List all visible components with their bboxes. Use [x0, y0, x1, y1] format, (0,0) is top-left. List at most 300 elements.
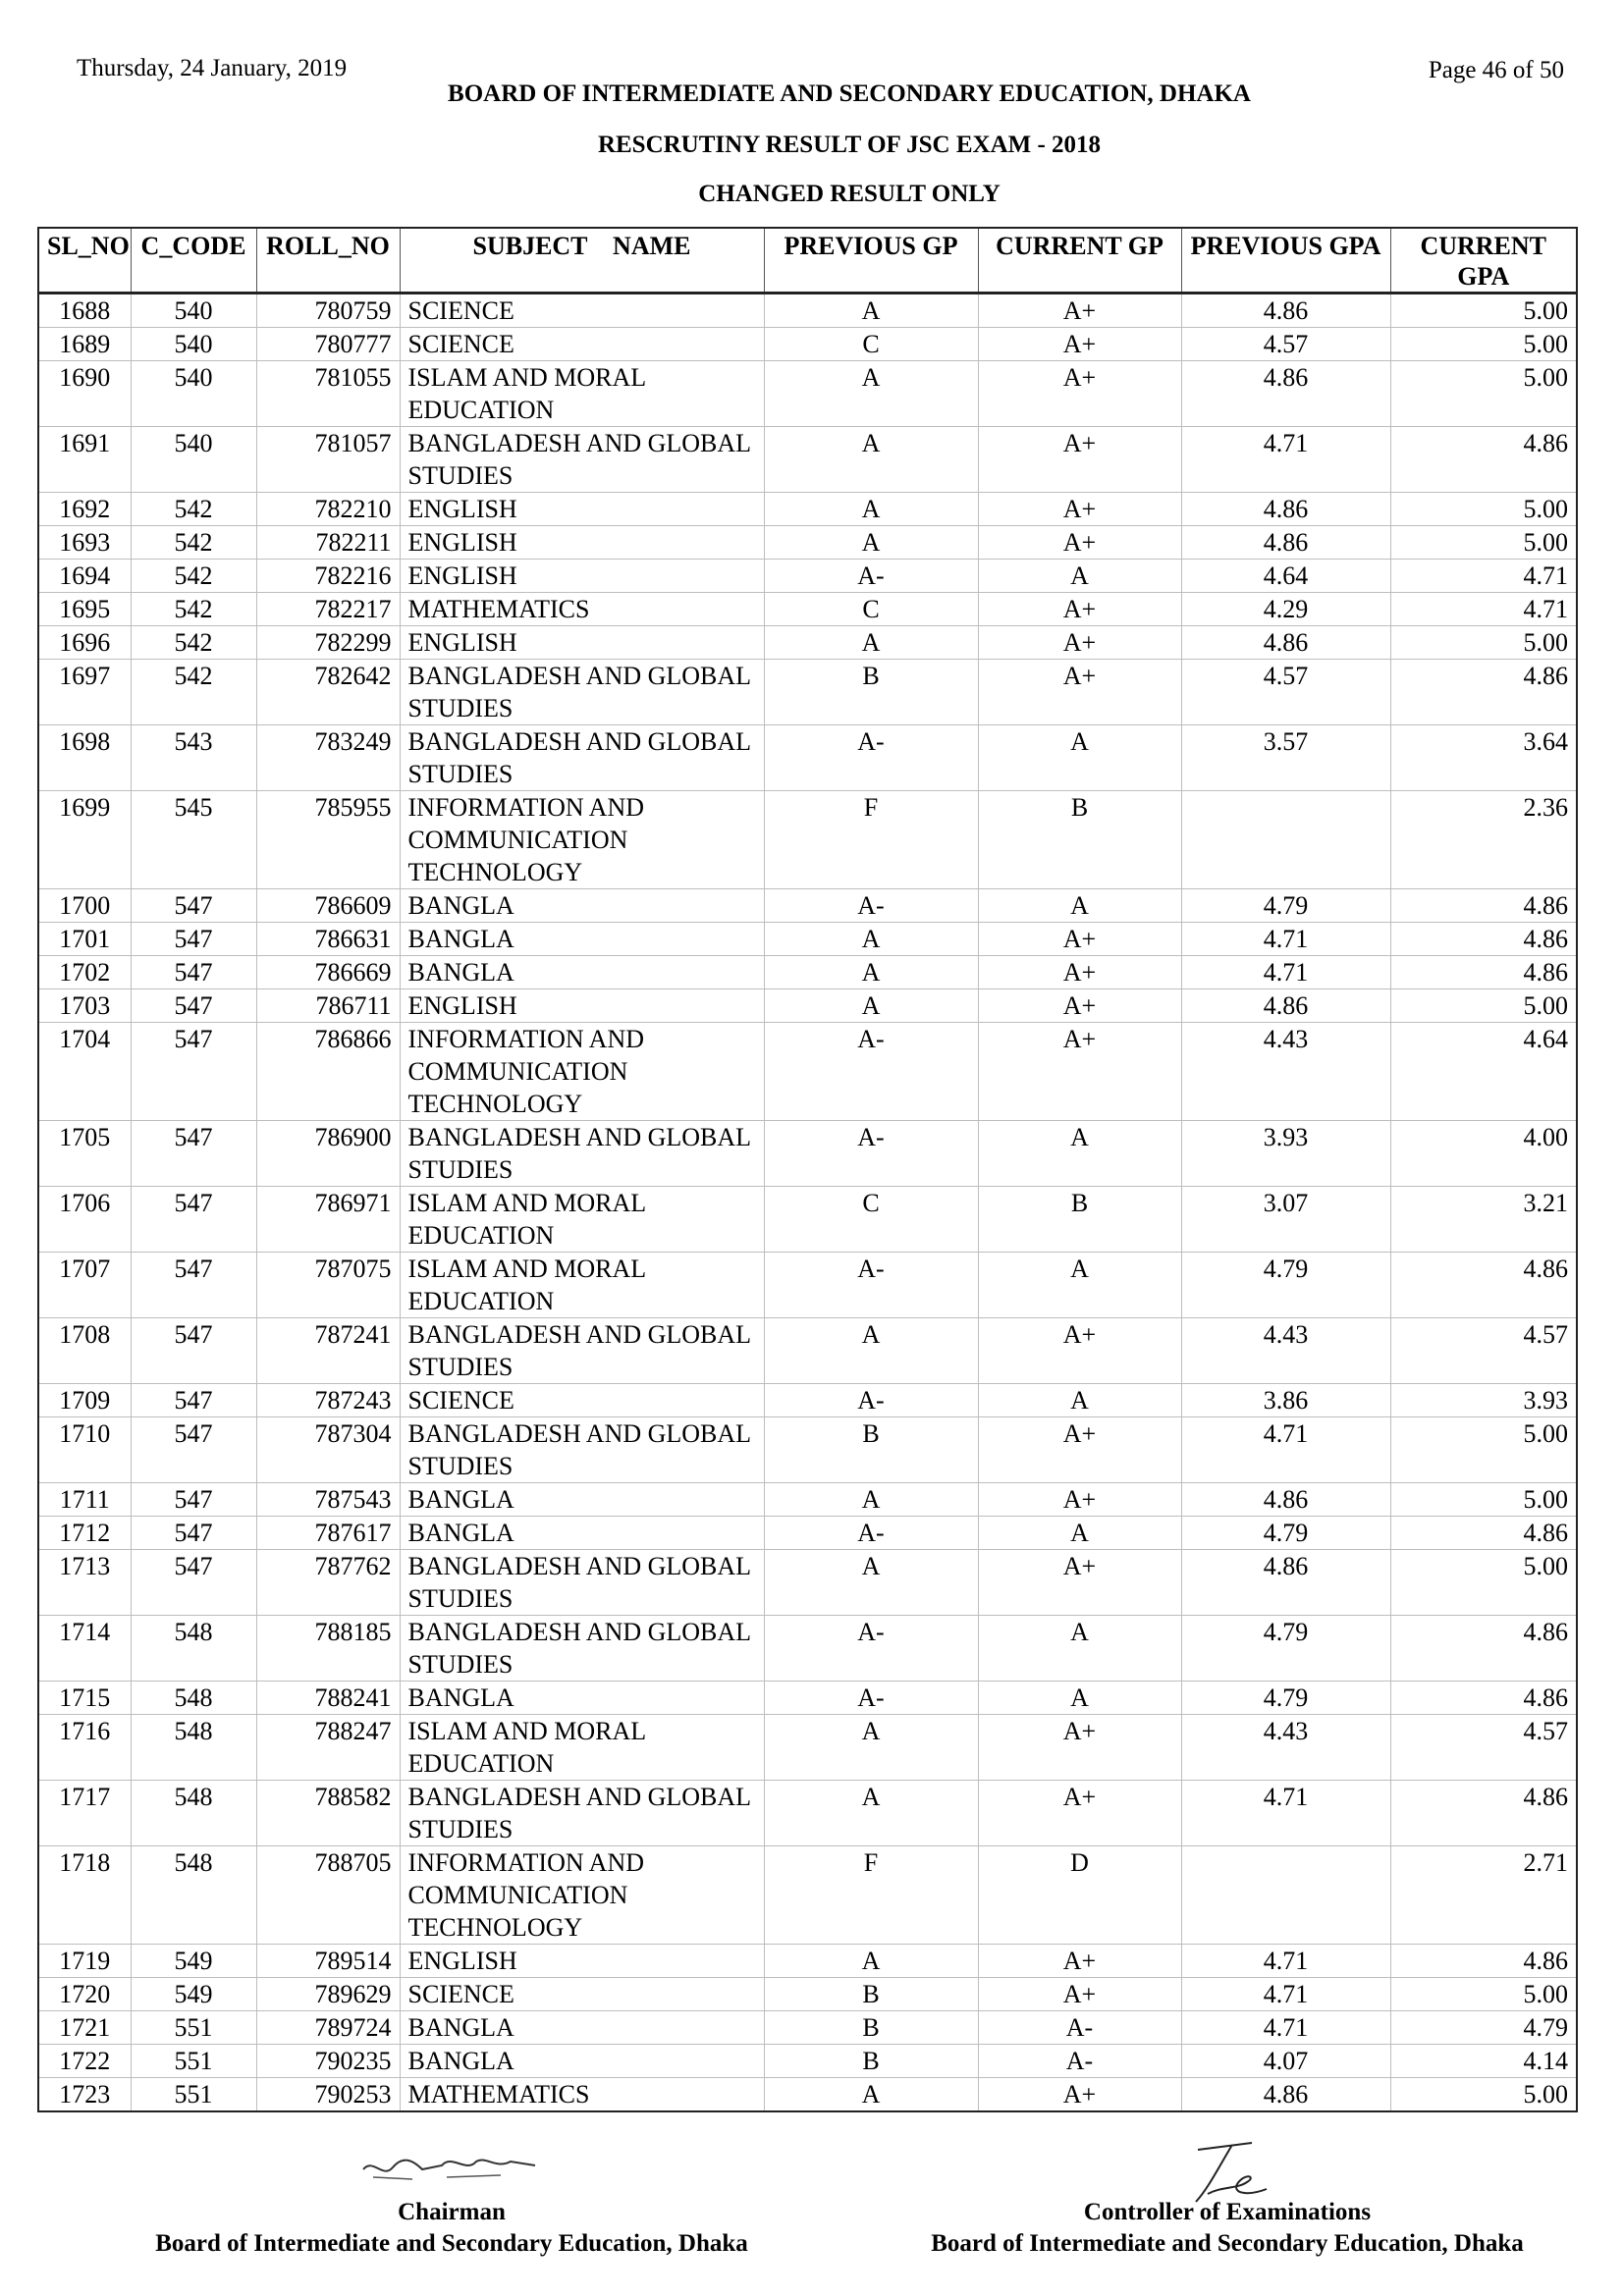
table-row	[38, 1550, 1577, 1616]
cell-current-gpa: 3.21	[1390, 1187, 1577, 1253]
cell-previous-gp: A-	[764, 725, 978, 791]
cell-current-gp: A-	[978, 2011, 1181, 2045]
cell-c-code: 551	[131, 2045, 256, 2078]
table-row	[38, 328, 1577, 361]
cell-c-code: 548	[131, 1715, 256, 1781]
cell-roll-no: 782299	[256, 626, 400, 660]
cell-current-gp: A+	[978, 328, 1181, 361]
cell-previous-gpa: 4.79	[1181, 1517, 1390, 1550]
cell-current-gpa: 4.00	[1390, 1121, 1577, 1187]
cell-current-gp: B	[978, 1187, 1181, 1253]
cell-current-gp: A+	[978, 294, 1181, 328]
cell-current-gp: A+	[978, 626, 1181, 660]
table-row	[38, 660, 1577, 725]
cell-previous-gpa: 4.57	[1181, 328, 1390, 361]
cell-current-gpa: 4.86	[1390, 923, 1577, 956]
cell-previous-gpa: 4.79	[1181, 1682, 1390, 1715]
cell-previous-gpa: 4.71	[1181, 923, 1390, 956]
table-row	[38, 1846, 1577, 1945]
table-row	[38, 1945, 1577, 1978]
cell-current-gpa: 5.00	[1390, 989, 1577, 1023]
cell-previous-gp: C	[764, 593, 978, 626]
table-row	[38, 1483, 1577, 1517]
cell-previous-gp: A	[764, 989, 978, 1023]
chairman-title: Chairman	[398, 2199, 506, 2225]
cell-subject-name: ENGLISH	[400, 493, 764, 526]
cell-current-gp: A+	[978, 1781, 1181, 1846]
table-row	[38, 1715, 1577, 1781]
cell-sl-no: 1689	[38, 328, 131, 361]
cell-previous-gpa: 4.29	[1181, 593, 1390, 626]
cell-previous-gp: B	[764, 1417, 978, 1483]
cell-subject-name: ISLAM AND MORAL EDUCATION	[400, 361, 764, 427]
cell-sl-no: 1704	[38, 1023, 131, 1121]
cell-current-gp: A+	[978, 989, 1181, 1023]
cell-current-gpa: 4.86	[1390, 1517, 1577, 1550]
cell-subject-name: BANGLA	[400, 923, 764, 956]
table-row	[38, 1318, 1577, 1384]
cell-current-gpa: 4.86	[1390, 1616, 1577, 1682]
cell-c-code: 547	[131, 1253, 256, 1318]
cell-subject-name: BANGLA	[400, 889, 764, 923]
cell-previous-gp: A	[764, 1715, 978, 1781]
cell-previous-gpa: 4.43	[1181, 1318, 1390, 1384]
cell-roll-no: 782217	[256, 593, 400, 626]
cell-subject-name: SCIENCE	[400, 1384, 764, 1417]
cell-current-gp: A+	[978, 1417, 1181, 1483]
cell-subject-name: SCIENCE	[400, 294, 764, 328]
cell-c-code: 547	[131, 1384, 256, 1417]
cell-current-gpa: 5.00	[1390, 526, 1577, 560]
cell-previous-gpa: 4.71	[1181, 427, 1390, 493]
cell-c-code: 548	[131, 1781, 256, 1846]
cell-sl-no: 1721	[38, 2011, 131, 2045]
controller-title: Controller of Examinations	[1083, 2199, 1372, 2225]
cell-c-code: 551	[131, 2078, 256, 2112]
cell-current-gpa: 2.36	[1390, 791, 1577, 889]
chairman-signature	[353, 2140, 550, 2194]
cell-roll-no: 787304	[256, 1417, 400, 1483]
cell-subject-name: BANGLADESH AND GLOBAL STUDIES	[400, 660, 764, 725]
cell-previous-gpa: 4.86	[1181, 294, 1390, 328]
cell-current-gpa: 5.00	[1390, 294, 1577, 328]
cell-c-code: 542	[131, 626, 256, 660]
cell-current-gpa: 4.79	[1390, 2011, 1577, 2045]
cell-sl-no: 1700	[38, 889, 131, 923]
cell-previous-gpa: 4.64	[1181, 560, 1390, 593]
table-row	[38, 2078, 1577, 2112]
chairman-org: Board of Intermediate and Secondary Education, Dhaka	[155, 2230, 748, 2257]
cell-roll-no: 787243	[256, 1384, 400, 1417]
cell-previous-gp: A	[764, 1483, 978, 1517]
col-header-previous-gpa: PREVIOUS GPA	[1181, 228, 1390, 294]
controller-signature	[1178, 2135, 1276, 2209]
cell-sl-no: 1694	[38, 560, 131, 593]
cell-c-code: 540	[131, 361, 256, 427]
cell-roll-no: 788705	[256, 1846, 400, 1945]
cell-previous-gp: A	[764, 427, 978, 493]
cell-previous-gpa: 4.43	[1181, 1023, 1390, 1121]
table-row	[38, 626, 1577, 660]
cell-subject-name: BANGLA	[400, 2011, 764, 2045]
table-row	[38, 2045, 1577, 2078]
table-row	[38, 427, 1577, 493]
cell-current-gp: A+	[978, 1318, 1181, 1384]
cell-c-code: 549	[131, 1978, 256, 2011]
cell-subject-name: ENGLISH	[400, 626, 764, 660]
cell-c-code: 540	[131, 328, 256, 361]
table-body	[38, 294, 1577, 2112]
board-title: BOARD OF INTERMEDIATE AND SECONDARY EDUCATION, DHAKA	[448, 80, 1251, 107]
cell-current-gpa: 4.57	[1390, 1318, 1577, 1384]
cell-previous-gp: A-	[764, 889, 978, 923]
cell-current-gpa: 5.00	[1390, 493, 1577, 526]
cell-sl-no: 1691	[38, 427, 131, 493]
cell-previous-gp: A	[764, 923, 978, 956]
cell-subject-name: BANGLADESH AND GLOBAL STUDIES	[400, 1781, 764, 1846]
cell-c-code: 548	[131, 1846, 256, 1945]
cell-c-code: 548	[131, 1616, 256, 1682]
cell-subject-name: ISLAM AND MORAL EDUCATION	[400, 1253, 764, 1318]
cell-current-gpa: 4.14	[1390, 2045, 1577, 2078]
cell-current-gp: A	[978, 1384, 1181, 1417]
cell-current-gpa: 4.86	[1390, 427, 1577, 493]
cell-current-gpa: 4.71	[1390, 560, 1577, 593]
cell-sl-no: 1719	[38, 1945, 131, 1978]
results-table	[37, 227, 1578, 2112]
cell-previous-gp: A	[764, 526, 978, 560]
cell-sl-no: 1701	[38, 923, 131, 956]
cell-roll-no: 786971	[256, 1187, 400, 1253]
cell-subject-name: ISLAM AND MORAL EDUCATION	[400, 1187, 764, 1253]
table-row	[38, 791, 1577, 889]
cell-roll-no: 782642	[256, 660, 400, 725]
cell-roll-no: 782211	[256, 526, 400, 560]
table-row	[38, 956, 1577, 989]
cell-current-gp: A	[978, 1517, 1181, 1550]
cell-subject-name: MATHEMATICS	[400, 2078, 764, 2112]
cell-previous-gp: F	[764, 791, 978, 889]
cell-current-gpa: 4.86	[1390, 660, 1577, 725]
table-row	[38, 526, 1577, 560]
cell-subject-name: BANGLADESH AND GLOBAL STUDIES	[400, 1318, 764, 1384]
cell-roll-no: 788582	[256, 1781, 400, 1846]
cell-current-gp: A-	[978, 2045, 1181, 2078]
cell-subject-name: BANGLA	[400, 956, 764, 989]
cell-roll-no: 786866	[256, 1023, 400, 1121]
cell-roll-no: 789629	[256, 1978, 400, 2011]
cell-previous-gpa: 4.79	[1181, 889, 1390, 923]
cell-current-gpa: 4.86	[1390, 1945, 1577, 1978]
cell-previous-gp: A-	[764, 1121, 978, 1187]
cell-current-gp: A	[978, 889, 1181, 923]
table-row	[38, 1616, 1577, 1682]
cell-subject-name: BANGLADESH AND GLOBAL STUDIES	[400, 1417, 764, 1483]
cell-previous-gpa: 4.86	[1181, 2078, 1390, 2112]
cell-previous-gp: A	[764, 1945, 978, 1978]
cell-c-code: 543	[131, 725, 256, 791]
cell-previous-gpa: 4.71	[1181, 1417, 1390, 1483]
cell-previous-gp: B	[764, 2045, 978, 2078]
cell-c-code: 547	[131, 889, 256, 923]
cell-previous-gp: A-	[764, 1023, 978, 1121]
cell-subject-name: BANGLADESH AND GLOBAL STUDIES	[400, 1616, 764, 1682]
cell-roll-no: 787617	[256, 1517, 400, 1550]
cell-previous-gp: A-	[764, 1682, 978, 1715]
cell-current-gp: A+	[978, 1945, 1181, 1978]
controller-org: Board of Intermediate and Secondary Education, Dhaka	[931, 2230, 1524, 2257]
cell-current-gpa: 4.57	[1390, 1715, 1577, 1781]
cell-previous-gp: A-	[764, 1384, 978, 1417]
table-row	[38, 1682, 1577, 1715]
cell-sl-no: 1690	[38, 361, 131, 427]
cell-c-code: 547	[131, 923, 256, 956]
cell-previous-gp: C	[764, 328, 978, 361]
cell-previous-gpa: 4.71	[1181, 2011, 1390, 2045]
cell-current-gp: A+	[978, 1023, 1181, 1121]
cell-subject-name: INFORMATION AND COMMUNICATION TECHNOLOGY	[400, 791, 764, 889]
col-header-c-code: C_CODE	[131, 228, 256, 294]
col-header-sl-no: SL_NO	[38, 228, 131, 294]
cell-current-gpa: 5.00	[1390, 361, 1577, 427]
cell-c-code: 547	[131, 1318, 256, 1384]
cell-previous-gp: A	[764, 2078, 978, 2112]
cell-roll-no: 788185	[256, 1616, 400, 1682]
cell-sl-no: 1705	[38, 1121, 131, 1187]
cell-previous-gp: B	[764, 2011, 978, 2045]
cell-c-code: 549	[131, 1945, 256, 1978]
cell-current-gp: A	[978, 1253, 1181, 1318]
table-row	[38, 923, 1577, 956]
cell-c-code: 547	[131, 1023, 256, 1121]
result-subtitle: CHANGED RESULT ONLY	[698, 181, 1001, 207]
cell-subject-name: BANGLADESH AND GLOBAL STUDIES	[400, 427, 764, 493]
cell-c-code: 542	[131, 560, 256, 593]
cell-current-gpa: 4.86	[1390, 889, 1577, 923]
col-header-current-gpa: CURRENT GPA	[1390, 228, 1577, 294]
cell-roll-no: 787241	[256, 1318, 400, 1384]
col-header-roll-no: ROLL_NO	[256, 228, 400, 294]
cell-subject-name: INFORMATION AND COMMUNICATION TECHNOLOGY	[400, 1023, 764, 1121]
cell-subject-name: BANGLADESH AND GLOBAL STUDIES	[400, 1121, 764, 1187]
cell-subject-name: ENGLISH	[400, 560, 764, 593]
cell-current-gp: A+	[978, 526, 1181, 560]
cell-sl-no: 1698	[38, 725, 131, 791]
cell-sl-no: 1713	[38, 1550, 131, 1616]
cell-c-code: 547	[131, 1517, 256, 1550]
cell-previous-gp: A	[764, 1781, 978, 1846]
cell-sl-no: 1711	[38, 1483, 131, 1517]
cell-previous-gp: B	[764, 1978, 978, 2011]
table-row	[38, 2011, 1577, 2045]
cell-subject-name: SCIENCE	[400, 1978, 764, 2011]
cell-previous-gp: A-	[764, 1517, 978, 1550]
cell-c-code: 540	[131, 294, 256, 328]
cell-c-code: 545	[131, 791, 256, 889]
cell-roll-no: 781057	[256, 427, 400, 493]
cell-current-gp: A+	[978, 1978, 1181, 2011]
cell-previous-gpa: 3.57	[1181, 725, 1390, 791]
cell-sl-no: 1695	[38, 593, 131, 626]
cell-sl-no: 1715	[38, 1682, 131, 1715]
cell-current-gp: A	[978, 560, 1181, 593]
cell-sl-no: 1716	[38, 1715, 131, 1781]
cell-sl-no: 1708	[38, 1318, 131, 1384]
table-row	[38, 725, 1577, 791]
cell-roll-no: 788247	[256, 1715, 400, 1781]
cell-previous-gpa: 4.86	[1181, 1550, 1390, 1616]
cell-subject-name: ENGLISH	[400, 1945, 764, 1978]
cell-previous-gpa: 4.86	[1181, 361, 1390, 427]
cell-previous-gpa: 4.71	[1181, 1781, 1390, 1846]
cell-current-gpa: 5.00	[1390, 626, 1577, 660]
cell-current-gp: B	[978, 791, 1181, 889]
cell-sl-no: 1688	[38, 294, 131, 328]
cell-previous-gp: A	[764, 1550, 978, 1616]
cell-c-code: 547	[131, 1483, 256, 1517]
table-row	[38, 361, 1577, 427]
cell-subject-name: ENGLISH	[400, 526, 764, 560]
cell-current-gp: A+	[978, 1550, 1181, 1616]
cell-roll-no: 781055	[256, 361, 400, 427]
cell-subject-name: BANGLA	[400, 2045, 764, 2078]
cell-current-gp: A	[978, 1682, 1181, 1715]
cell-roll-no: 786609	[256, 889, 400, 923]
cell-current-gpa: 5.00	[1390, 328, 1577, 361]
cell-current-gp: A+	[978, 660, 1181, 725]
cell-current-gpa: 5.00	[1390, 1978, 1577, 2011]
cell-previous-gp: A	[764, 493, 978, 526]
cell-previous-gpa	[1181, 791, 1390, 889]
cell-sl-no: 1697	[38, 660, 131, 725]
cell-current-gpa: 3.93	[1390, 1384, 1577, 1417]
cell-previous-gpa: 4.71	[1181, 956, 1390, 989]
cell-c-code: 547	[131, 1121, 256, 1187]
print-date: Thursday, 24 January, 2019	[77, 55, 348, 81]
cell-previous-gpa: 4.79	[1181, 1253, 1390, 1318]
cell-roll-no: 780759	[256, 294, 400, 328]
cell-c-code: 547	[131, 989, 256, 1023]
cell-previous-gp: C	[764, 1187, 978, 1253]
cell-current-gpa: 4.86	[1390, 956, 1577, 989]
cell-current-gpa: 5.00	[1390, 1417, 1577, 1483]
cell-previous-gp: A	[764, 626, 978, 660]
cell-roll-no: 789514	[256, 1945, 400, 1978]
table-row	[38, 1121, 1577, 1187]
cell-previous-gpa: 4.86	[1181, 526, 1390, 560]
table-row	[38, 1187, 1577, 1253]
cell-current-gpa: 4.64	[1390, 1023, 1577, 1121]
cell-sl-no: 1696	[38, 626, 131, 660]
cell-roll-no: 782216	[256, 560, 400, 593]
cell-current-gp: A+	[978, 956, 1181, 989]
table-row	[38, 1384, 1577, 1417]
cell-sl-no: 1714	[38, 1616, 131, 1682]
cell-subject-name: INFORMATION AND COMMUNICATION TECHNOLOGY	[400, 1846, 764, 1945]
table-row	[38, 1417, 1577, 1483]
cell-current-gp: A+	[978, 361, 1181, 427]
cell-roll-no: 786711	[256, 989, 400, 1023]
cell-previous-gpa: 4.86	[1181, 493, 1390, 526]
cell-roll-no: 787075	[256, 1253, 400, 1318]
cell-roll-no: 782210	[256, 493, 400, 526]
cell-roll-no: 785955	[256, 791, 400, 889]
cell-previous-gp: B	[764, 660, 978, 725]
cell-current-gp: A+	[978, 493, 1181, 526]
cell-previous-gpa: 3.93	[1181, 1121, 1390, 1187]
cell-previous-gp: A	[764, 294, 978, 328]
cell-roll-no: 789724	[256, 2011, 400, 2045]
cell-roll-no: 790235	[256, 2045, 400, 2078]
cell-previous-gpa: 4.07	[1181, 2045, 1390, 2078]
table-row	[38, 1253, 1577, 1318]
cell-c-code: 547	[131, 1550, 256, 1616]
cell-sl-no: 1706	[38, 1187, 131, 1253]
page-number: Page 46 of 50	[1428, 57, 1564, 83]
cell-previous-gp: A-	[764, 1616, 978, 1682]
cell-current-gpa: 5.00	[1390, 1550, 1577, 1616]
cell-c-code: 542	[131, 593, 256, 626]
cell-roll-no: 788241	[256, 1682, 400, 1715]
cell-current-gpa: 3.64	[1390, 725, 1577, 791]
cell-sl-no: 1720	[38, 1978, 131, 2011]
cell-previous-gpa: 4.86	[1181, 626, 1390, 660]
col-header-subject-name: SUBJECT NAME	[400, 228, 764, 294]
cell-previous-gp: A-	[764, 560, 978, 593]
cell-c-code: 540	[131, 427, 256, 493]
table-row	[38, 593, 1577, 626]
cell-sl-no: 1712	[38, 1517, 131, 1550]
cell-previous-gpa: 4.71	[1181, 1945, 1390, 1978]
cell-sl-no: 1722	[38, 2045, 131, 2078]
cell-sl-no: 1702	[38, 956, 131, 989]
table-row	[38, 889, 1577, 923]
cell-current-gp: A	[978, 725, 1181, 791]
cell-previous-gpa	[1181, 1846, 1390, 1945]
cell-previous-gpa: 4.86	[1181, 989, 1390, 1023]
exam-title: RESCRUTINY RESULT OF JSC EXAM - 2018	[597, 132, 1102, 158]
cell-roll-no: 786631	[256, 923, 400, 956]
cell-current-gpa: 4.71	[1390, 593, 1577, 626]
cell-roll-no: 786900	[256, 1121, 400, 1187]
table-row	[38, 989, 1577, 1023]
cell-previous-gp: A	[764, 956, 978, 989]
cell-roll-no: 787762	[256, 1550, 400, 1616]
cell-current-gp: D	[978, 1846, 1181, 1945]
table-row	[38, 1517, 1577, 1550]
cell-c-code: 547	[131, 1187, 256, 1253]
cell-current-gp: A+	[978, 923, 1181, 956]
cell-c-code: 542	[131, 493, 256, 526]
cell-sl-no: 1699	[38, 791, 131, 889]
cell-previous-gpa: 4.57	[1181, 660, 1390, 725]
cell-current-gp: A+	[978, 593, 1181, 626]
cell-previous-gp: F	[764, 1846, 978, 1945]
cell-subject-name: BANGLA	[400, 1517, 764, 1550]
cell-roll-no: 790253	[256, 2078, 400, 2112]
cell-current-gpa: 4.86	[1390, 1781, 1577, 1846]
cell-previous-gpa: 4.71	[1181, 1978, 1390, 2011]
cell-subject-name: BANGLA	[400, 1483, 764, 1517]
cell-previous-gpa: 4.43	[1181, 1715, 1390, 1781]
cell-subject-name: BANGLA	[400, 1682, 764, 1715]
cell-roll-no: 787543	[256, 1483, 400, 1517]
cell-current-gpa: 2.71	[1390, 1846, 1577, 1945]
table-row	[38, 1781, 1577, 1846]
table-row	[38, 560, 1577, 593]
table-header-row	[38, 228, 1577, 294]
cell-sl-no: 1717	[38, 1781, 131, 1846]
